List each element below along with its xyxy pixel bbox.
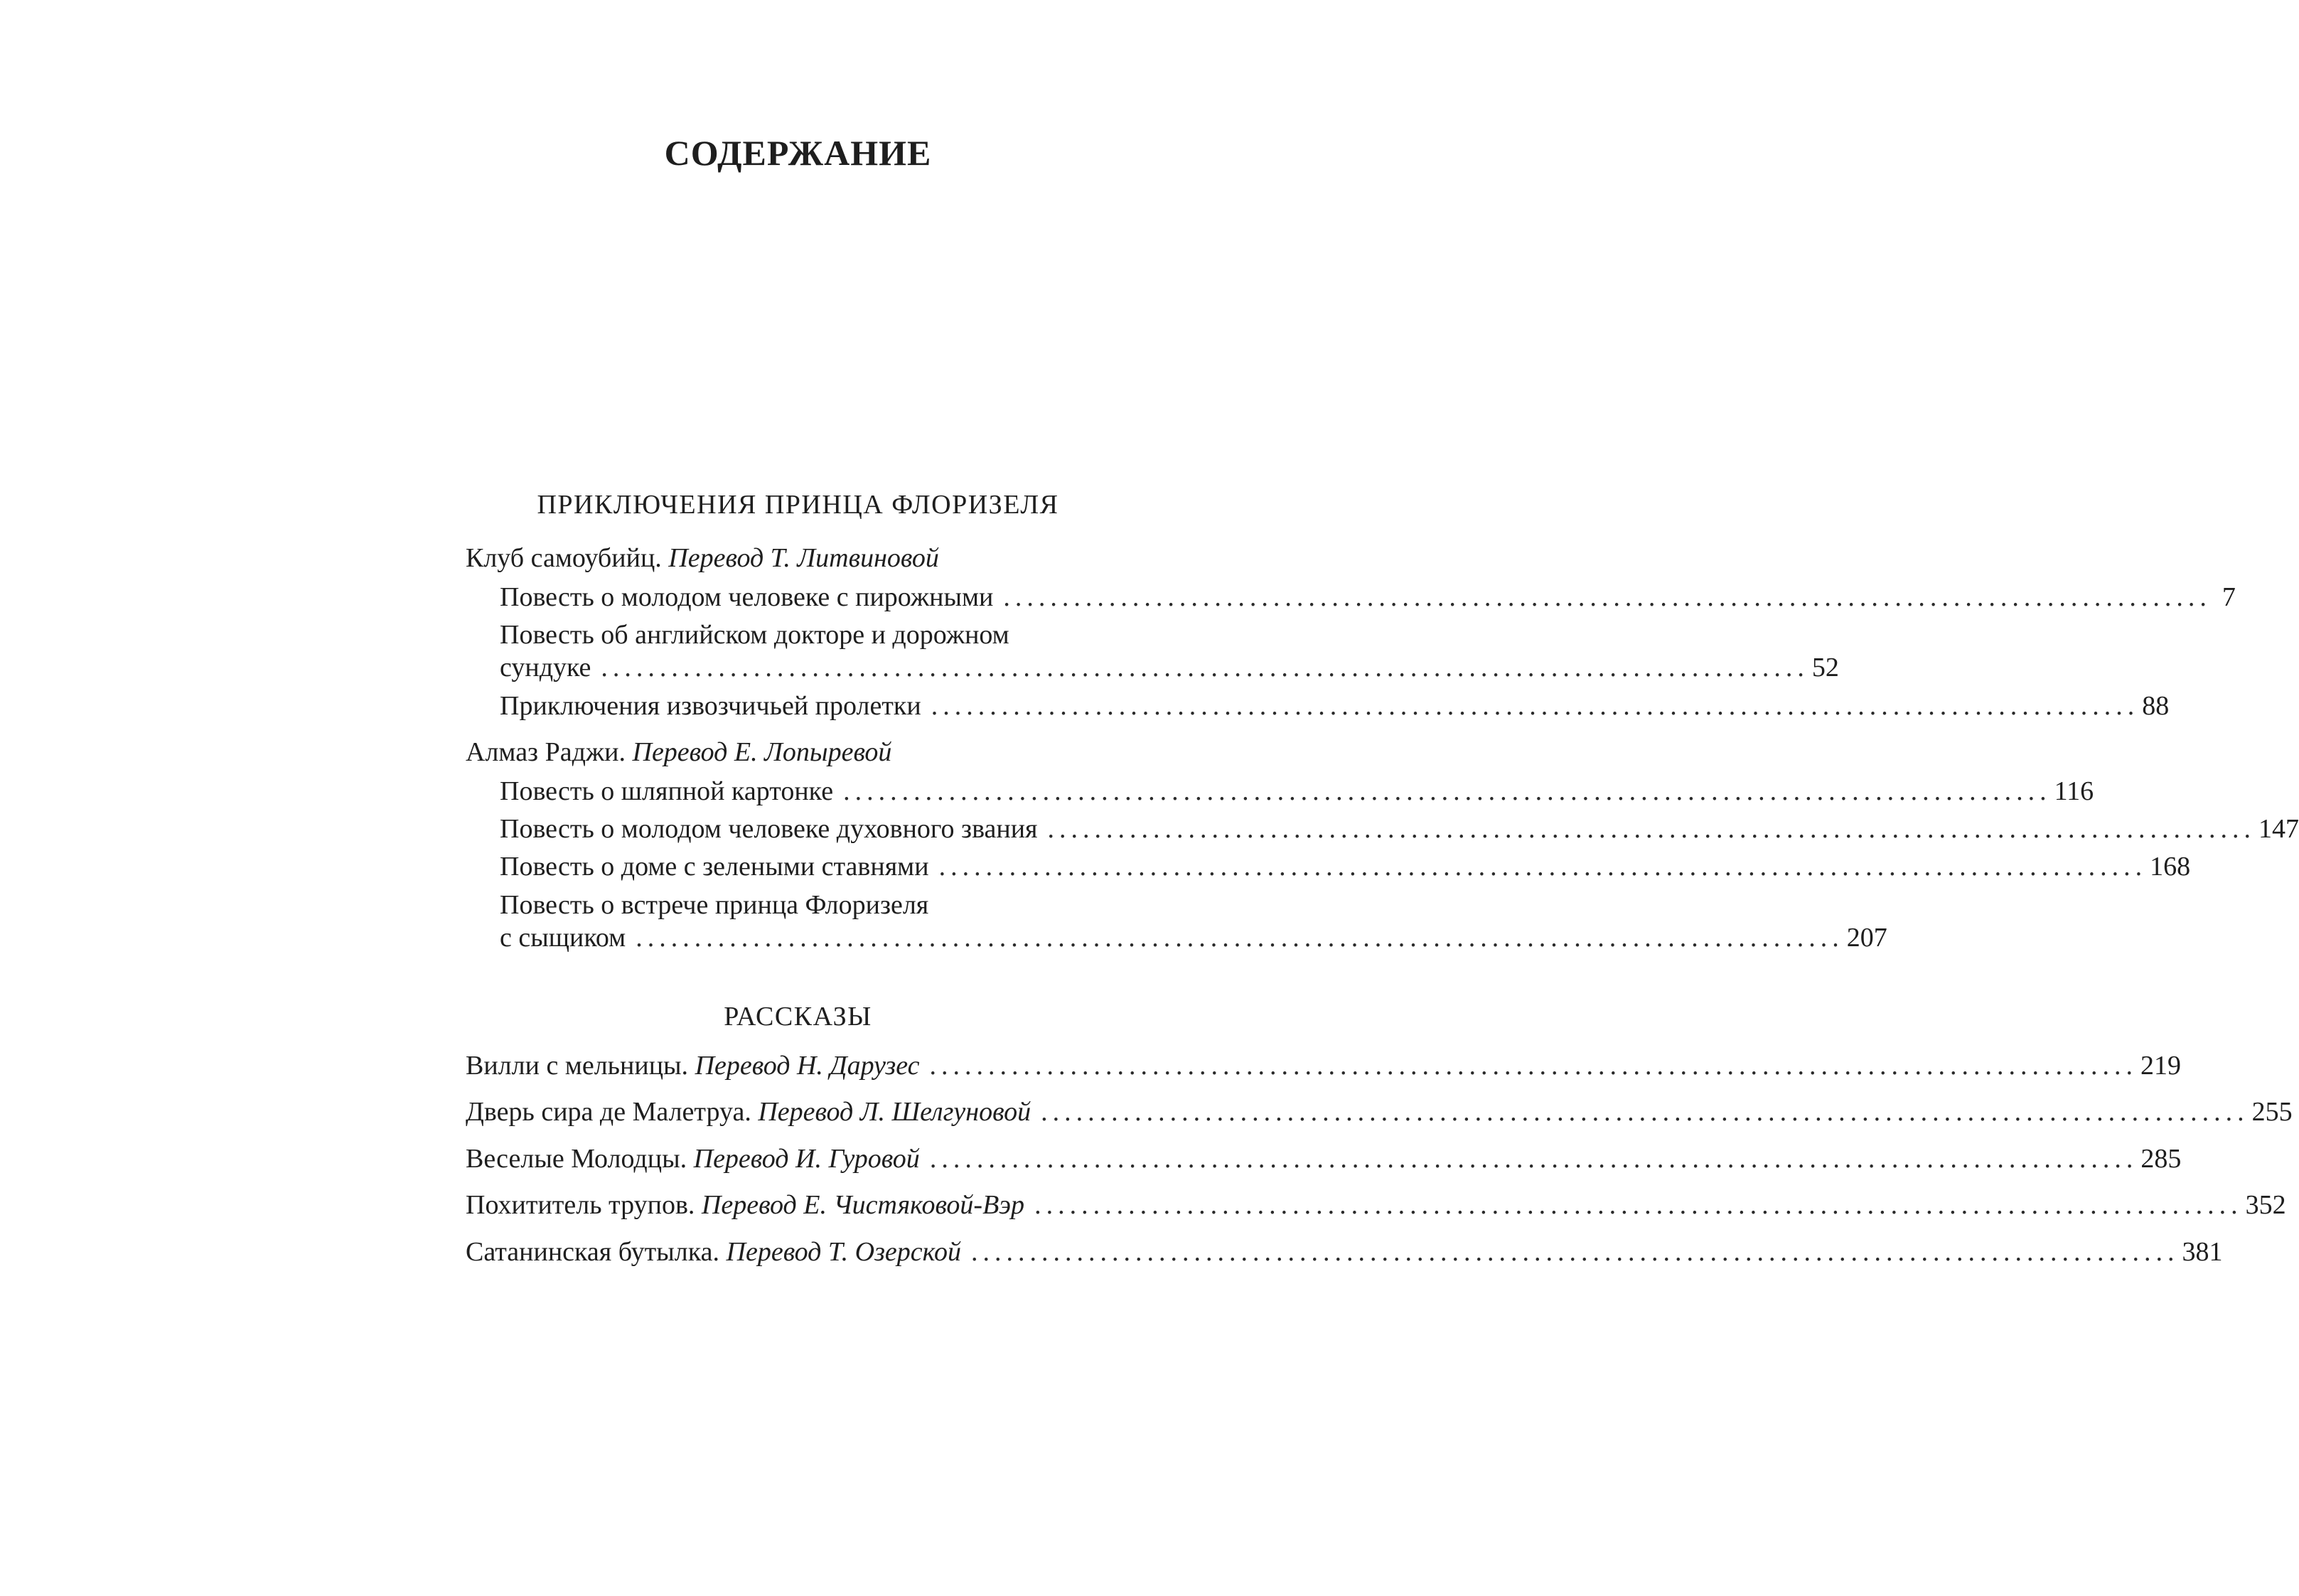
dot-leader: ....................................................................................................... <box>601 653 1809 682</box>
dot-leader: ....................................................................................................... <box>931 691 2140 721</box>
dot-leader: ....................................................................................................... <box>1003 582 2212 612</box>
entry-title: Повесть о молодом человеке духовного звания <box>500 814 1038 844</box>
dot-leader: ....................................................................................................... <box>1034 1190 2243 1220</box>
entry-title: с сыщиком <box>500 923 626 953</box>
entry-title: Повесть о доме с зелеными ставнями <box>500 852 929 882</box>
entry-title: Вилли с мельницы. Перевод Н. Дарузес <box>466 1051 920 1081</box>
translator: Перевод И. Гуровой <box>693 1144 920 1174</box>
entry-title: Дверь сира де Малетруа. Перевод Л. Шелгуновой <box>466 1097 1031 1127</box>
toc-entry[interactable] <box>500 775 2094 808</box>
entry-title: Повесть о молодом человеке с пирожными <box>500 582 994 612</box>
entry-title: Похититель трупов. Перевод Е. Чистяковой-Вэр <box>466 1190 1025 1220</box>
toc-entry[interactable] <box>466 1049 2181 1082</box>
page-number: 381 <box>2182 1237 2223 1267</box>
entry-title: сундуке <box>500 653 591 682</box>
dot-leader: ....................................................................................................... <box>1047 814 2256 844</box>
page-number: 207 <box>1846 923 1887 953</box>
toc-entry[interactable] <box>500 581 2236 614</box>
page-number: 219 <box>2140 1051 2181 1081</box>
page-number: 352 <box>2245 1190 2286 1220</box>
translator: Перевод Е. Чистяковой-Вэр <box>701 1190 1025 1220</box>
toc-entry[interactable] <box>500 921 1887 954</box>
translator: Перевод Н. Дарузес <box>695 1051 920 1081</box>
page-number: 52 <box>1811 653 1839 682</box>
dot-leader: ....................................................................................................... <box>1041 1097 2249 1127</box>
page-number: 88 <box>2142 691 2170 721</box>
dot-leader: ....................................................................................................... <box>636 923 1844 953</box>
toc-entry[interactable] <box>500 690 2170 722</box>
toc-entry[interactable] <box>466 1236 2223 1268</box>
entry-title: Сатанинская бутылка. Перевод Т. Озерской <box>466 1237 961 1267</box>
page-number: 116 <box>2054 776 2094 806</box>
work-title: Алмаз Раджи. <box>466 737 626 767</box>
entry-title-line1: Повесть об английском докторе и дорожном <box>500 620 1009 650</box>
section-heading-stories: РАССКАЗЫ <box>724 1002 872 1032</box>
page-number: 168 <box>2150 852 2191 882</box>
page-number: 7 <box>2222 582 2236 612</box>
toc-entry[interactable] <box>466 1096 2293 1128</box>
toc-entry[interactable] <box>466 1189 2286 1221</box>
translator: Перевод Л. Шелгуновой <box>758 1097 1031 1127</box>
entry-title-line1: Повесть о встрече принца Флоризеля <box>500 890 929 920</box>
dot-leader: ....................................................................................................... <box>970 1237 2180 1267</box>
translator: Перевод Т. Озерской <box>726 1237 961 1267</box>
dot-leader: ....................................................................................................... <box>929 1144 2138 1174</box>
dot-leader: ....................................................................................................... <box>929 1051 2138 1081</box>
work-title-rajah-diamond <box>466 736 891 768</box>
entry-title: Веселые Молодцы. Перевод И. Гуровой <box>466 1144 920 1174</box>
page-number: 255 <box>2251 1097 2293 1127</box>
toc-entry[interactable] <box>500 651 1839 684</box>
dot-leader: ....................................................................................................... <box>938 852 2148 882</box>
entry-title: Повесть о шляпной картонке <box>500 776 834 806</box>
page-number: 147 <box>2258 814 2299 844</box>
page-number: 285 <box>2140 1144 2182 1174</box>
dot-leader: ....................................................................................................... <box>843 776 2052 806</box>
entry-title: Приключения извозчичьей пролетки <box>500 691 921 721</box>
toc-entry[interactable] <box>466 1142 2182 1175</box>
translator: Перевод Т. Литвиновой <box>668 543 939 573</box>
page-title: СОДЕРЖАНИЕ <box>664 133 932 173</box>
toc-entry[interactable] <box>500 850 2191 883</box>
work-title: Клуб самоубийц. <box>466 543 662 573</box>
section-heading-florizel: ПРИКЛЮЧЕНИЯ ПРИНЦА ФЛОРИЗЕЛЯ <box>537 490 1059 520</box>
work-title-suicide-club <box>466 542 939 574</box>
toc-entry[interactable] <box>500 813 2299 845</box>
translator: Перевод Е. Лопыревой <box>632 737 892 767</box>
